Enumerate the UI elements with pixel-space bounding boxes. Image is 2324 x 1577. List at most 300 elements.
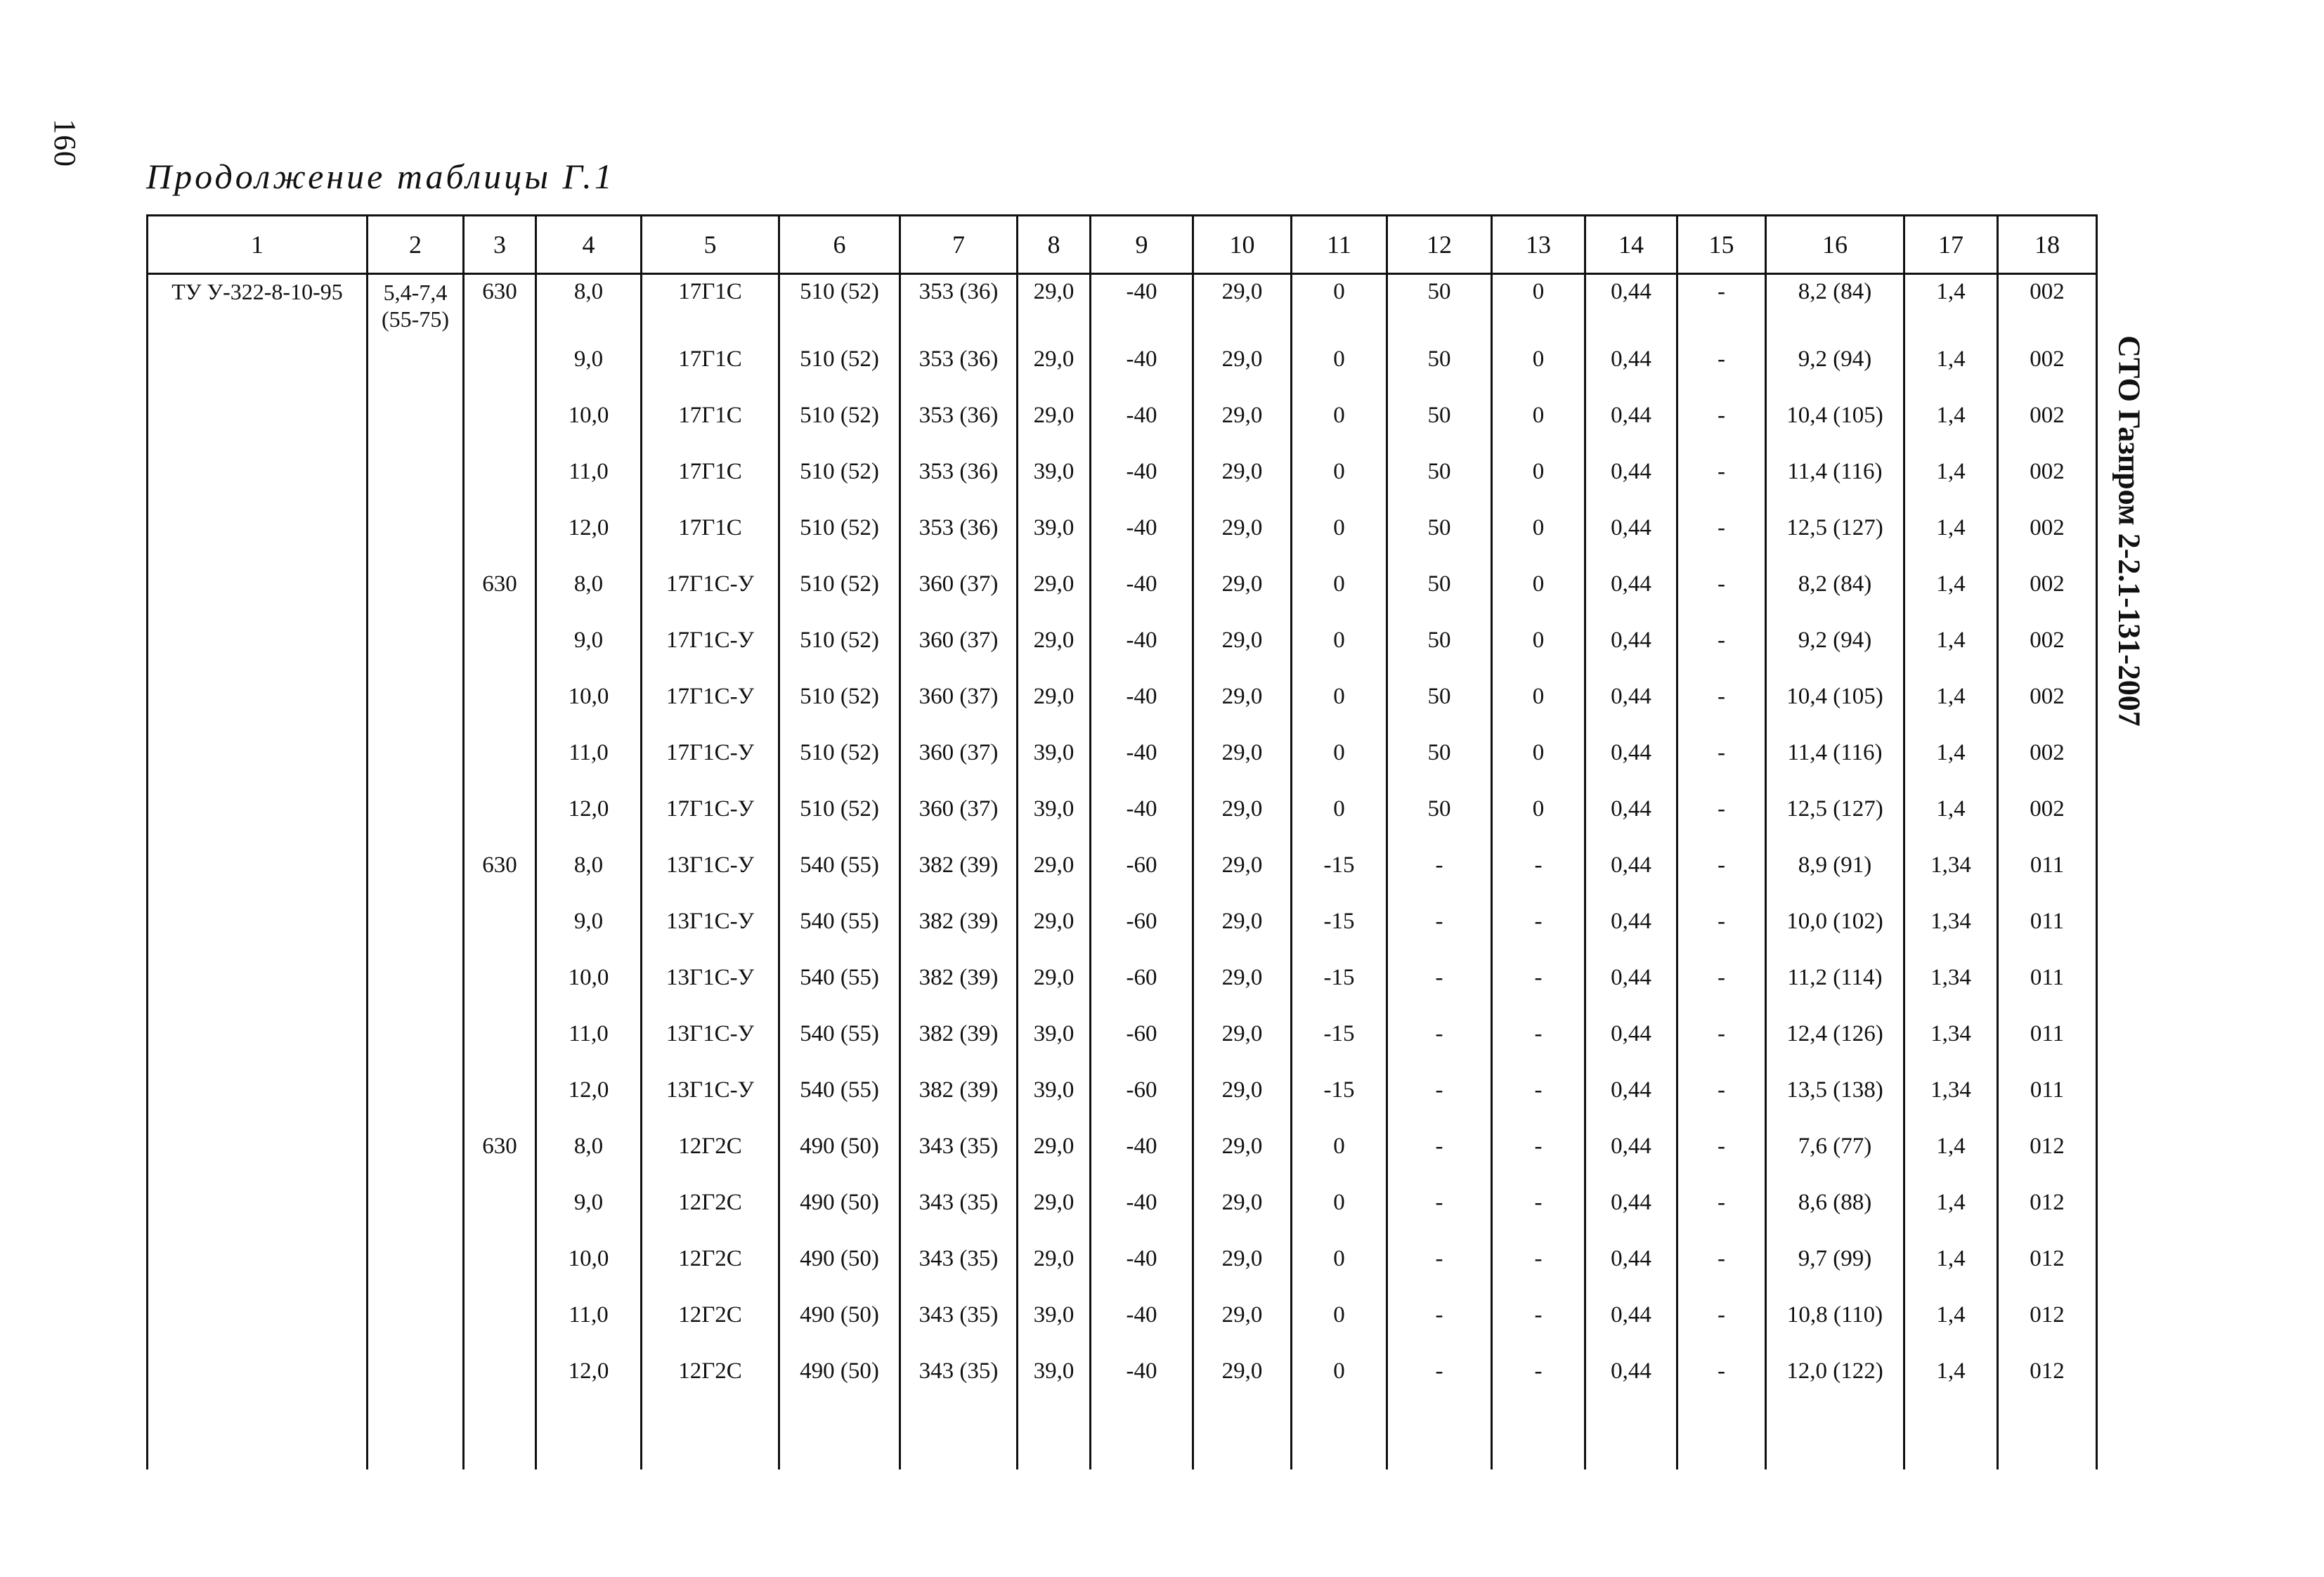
table-cell: 0 [1292, 1231, 1387, 1287]
table-cell: 0,44 [1585, 443, 1677, 500]
table-cell: 50 [1387, 500, 1492, 556]
table-cell: 0 [1492, 500, 1585, 556]
table-cell: 0,44 [1585, 837, 1677, 893]
table-cell: 510 (52) [779, 781, 900, 837]
table-cell: 510 (52) [779, 443, 900, 500]
table-cell: 8,0 [536, 274, 642, 332]
table-cell: 29,0 [1018, 1174, 1091, 1231]
table-cell: 510 (52) [779, 331, 900, 387]
table-cell: 39,0 [1018, 1006, 1091, 1062]
table-cell: 9,0 [536, 612, 642, 668]
table-cell: 39,0 [1018, 443, 1091, 500]
table-cell: 11,0 [536, 1287, 642, 1343]
table-cell: 17Г1С [642, 387, 779, 443]
table-cell: 1,4 [1904, 387, 1998, 443]
table-cell: 39,0 [1018, 725, 1091, 781]
table-cell: 10,0 [536, 949, 642, 1006]
table-cell: 0,44 [1585, 331, 1677, 387]
table-cell [779, 1399, 900, 1469]
table-cell: 29,0 [1018, 556, 1091, 612]
table-cell: 9,0 [536, 893, 642, 949]
table-cell: 0,44 [1585, 781, 1677, 837]
header-row [148, 216, 2097, 274]
table-cell: 13Г1С-У [642, 837, 779, 893]
table-cell: 0 [1292, 500, 1387, 556]
table-cell: 13Г1С-У [642, 949, 779, 1006]
table-cell: 353 (36) [900, 387, 1018, 443]
table-cell: 17Г1С-У [642, 781, 779, 837]
table-cell: 011 [1998, 1006, 2097, 1062]
table-cell: 0 [1492, 725, 1585, 781]
table-cell: 17Г1С-У [642, 725, 779, 781]
table-cell: 13,5 (138) [1766, 1062, 1904, 1118]
table-cell: 12,0 (122) [1766, 1343, 1904, 1399]
table-cell: 29,0 [1018, 1231, 1091, 1287]
column-header-11: 11 [1292, 216, 1387, 274]
table-cell: 002 [1998, 331, 2097, 387]
table-cell [1998, 1399, 2097, 1469]
table-cell: -40 [1091, 668, 1193, 725]
table-cell: 50 [1387, 612, 1492, 668]
table-cell: 29,0 [1018, 1118, 1091, 1174]
table-cell: 29,0 [1193, 837, 1292, 893]
table-cell: 7,6 (77) [1766, 1118, 1904, 1174]
column-header-13: 13 [1492, 216, 1585, 274]
table-cell: -60 [1091, 837, 1193, 893]
column-header-1: 1 [148, 216, 368, 274]
table-cell: - [1677, 1118, 1766, 1174]
table-cell: - [1677, 781, 1766, 837]
column-header-9: 9 [1091, 216, 1193, 274]
table-cell: 510 (52) [779, 387, 900, 443]
table-cell: 012 [1998, 1174, 2097, 1231]
table-cell: 353 (36) [900, 443, 1018, 500]
table-cell: 0 [1292, 1343, 1387, 1399]
table-cell: 29,0 [1193, 1062, 1292, 1118]
table-cell: - [1387, 1118, 1492, 1174]
table-cell: 1,4 [1904, 1343, 1998, 1399]
table-cell: - [1677, 1174, 1766, 1231]
table-cell: - [1677, 1006, 1766, 1062]
table-cell: 29,0 [1193, 781, 1292, 837]
table-cell: 0 [1492, 331, 1585, 387]
table-cell: 382 (39) [900, 949, 1018, 1006]
table-cell: - [1677, 274, 1766, 332]
table-cell: - [1387, 1287, 1492, 1343]
table-cell: 0 [1292, 387, 1387, 443]
table-cell: 1,34 [1904, 949, 1998, 1006]
table-cell: 510 (52) [779, 274, 900, 332]
table-cell: 12Г2С [642, 1174, 779, 1231]
table-cell: 29,0 [1193, 443, 1292, 500]
table-cell: 360 (37) [900, 556, 1018, 612]
table-cell: 11,0 [536, 725, 642, 781]
table-cell: 011 [1998, 1062, 2097, 1118]
table-cell: 0,44 [1585, 1118, 1677, 1174]
table-cell: 360 (37) [900, 668, 1018, 725]
table-cell: 29,0 [1018, 893, 1091, 949]
table-cell: - [1387, 1006, 1492, 1062]
table-cell: 0,44 [1585, 1174, 1677, 1231]
table-cell: 0,44 [1585, 274, 1677, 332]
table-cell: 8,6 (88) [1766, 1174, 1904, 1231]
table-cell: 29,0 [1018, 949, 1091, 1006]
table-cell [900, 1399, 1018, 1469]
table-cell [1387, 1399, 1492, 1469]
table-cell: 29,0 [1193, 387, 1292, 443]
table-cell: 10,0 [536, 668, 642, 725]
table-cell: 10,8 (110) [1766, 1287, 1904, 1343]
table-cell: 510 (52) [779, 500, 900, 556]
table-cell: 9,7 (99) [1766, 1231, 1904, 1287]
table-cell: 382 (39) [900, 1062, 1018, 1118]
table-cell: 1,34 [1904, 837, 1998, 893]
table-cell: 490 (50) [779, 1174, 900, 1231]
table-cell [464, 1231, 536, 1287]
table-cell: 12Г2С [642, 1231, 779, 1287]
table-cell [464, 1174, 536, 1231]
table-cell: 17Г1С [642, 500, 779, 556]
column-header-15: 15 [1677, 216, 1766, 274]
table-cell: - [1387, 1231, 1492, 1287]
table-cell: 39,0 [1018, 1343, 1091, 1399]
table-cell [464, 725, 536, 781]
table-cell: 29,0 [1193, 1287, 1292, 1343]
table-cell: 1,34 [1904, 893, 1998, 949]
table-cell [464, 1062, 536, 1118]
table-cell: 13Г1С-У [642, 1062, 779, 1118]
table-cell: 011 [1998, 837, 2097, 893]
table-cell: 012 [1998, 1287, 2097, 1343]
table-cell: 1,4 [1904, 274, 1998, 332]
table-caption: Продолжение таблицы Г.1 [146, 157, 615, 196]
column-header-12: 12 [1387, 216, 1492, 274]
table-cell: 50 [1387, 556, 1492, 612]
table-cell: 10,4 (105) [1766, 668, 1904, 725]
table-cell: -15 [1292, 893, 1387, 949]
table-cell: - [1677, 1287, 1766, 1343]
table-cell: 12,0 [536, 1343, 642, 1399]
table-cell: - [1492, 1343, 1585, 1399]
table-cell [464, 443, 536, 500]
table-cell: 10,0 [536, 1231, 642, 1287]
table-cell: 0,44 [1585, 1062, 1677, 1118]
document-code: СТО Газпром 2-2.1-131-2007 [2112, 335, 2147, 727]
table-cell [1585, 1399, 1677, 1469]
table-cell [464, 1287, 536, 1343]
table-cell: 11,2 (114) [1766, 949, 1904, 1006]
table-cell: 29,0 [1018, 331, 1091, 387]
table-cell: 353 (36) [900, 274, 1018, 332]
table-cell: 0,44 [1585, 725, 1677, 781]
table-cell: -60 [1091, 949, 1193, 1006]
table-cell: 0 [1492, 274, 1585, 332]
table-cell: - [1677, 837, 1766, 893]
table-cell: 490 (50) [779, 1343, 900, 1399]
pressure-range-kgf: (55-75) [382, 306, 449, 332]
table-container [146, 214, 2098, 1469]
table-cell: 510 (52) [779, 725, 900, 781]
pressure-cell [368, 274, 464, 1470]
table-cell: 10,0 (102) [1766, 893, 1904, 949]
table-cell: 50 [1387, 725, 1492, 781]
table-cell: 002 [1998, 781, 2097, 837]
table-cell: 0 [1292, 274, 1387, 332]
table-cell: 50 [1387, 781, 1492, 837]
table-cell: 0 [1292, 1118, 1387, 1174]
table-cell: 510 (52) [779, 556, 900, 612]
table-cell: 10,0 [536, 387, 642, 443]
table-cell: - [1492, 1118, 1585, 1174]
table-cell: 002 [1998, 387, 2097, 443]
table-cell: 1,4 [1904, 556, 1998, 612]
column-header-17: 17 [1904, 216, 1998, 274]
table-cell: 002 [1998, 668, 2097, 725]
table-cell: 29,0 [1193, 556, 1292, 612]
table-cell: - [1677, 1343, 1766, 1399]
table-cell: - [1677, 1231, 1766, 1287]
table-cell: 011 [1998, 949, 2097, 1006]
table-cell: 0,44 [1585, 1006, 1677, 1062]
table-cell: - [1492, 949, 1585, 1006]
table-cell: 12,5 (127) [1766, 781, 1904, 837]
table-cell: 9,0 [536, 1174, 642, 1231]
table-cell: - [1677, 331, 1766, 387]
table-cell: 1,4 [1904, 781, 1998, 837]
table-cell [1492, 1399, 1585, 1469]
table-cell: 29,0 [1193, 1118, 1292, 1174]
table-cell: 12Г2С [642, 1343, 779, 1399]
table-cell: - [1492, 1287, 1585, 1343]
table-cell: 540 (55) [779, 893, 900, 949]
table-cell: 353 (36) [900, 331, 1018, 387]
table-cell: 11,4 (116) [1766, 443, 1904, 500]
table-cell [464, 1399, 536, 1469]
table-cell: 29,0 [1193, 500, 1292, 556]
table-cell: 39,0 [1018, 500, 1091, 556]
table-cell: - [1387, 1174, 1492, 1231]
table-cell: 630 [464, 556, 536, 612]
table-cell: 29,0 [1018, 668, 1091, 725]
table-cell: 0 [1292, 668, 1387, 725]
table-cell: 1,4 [1904, 1174, 1998, 1231]
table-cell: -40 [1091, 1343, 1193, 1399]
table-cell: 29,0 [1193, 893, 1292, 949]
table-cell: -40 [1091, 612, 1193, 668]
table-cell: 0 [1292, 331, 1387, 387]
table-cell: 39,0 [1018, 1062, 1091, 1118]
table-cell: 012 [1998, 1231, 2097, 1287]
table-cell: - [1677, 1062, 1766, 1118]
table-cell: -60 [1091, 1062, 1193, 1118]
table-cell: -40 [1091, 443, 1193, 500]
table-cell: 0 [1292, 443, 1387, 500]
table-cell: 002 [1998, 274, 2097, 332]
table-cell: 0 [1492, 443, 1585, 500]
table-cell: - [1677, 893, 1766, 949]
table-cell: 1,4 [1904, 331, 1998, 387]
table-cell: 29,0 [1193, 612, 1292, 668]
table-cell: -40 [1091, 1231, 1193, 1287]
table-cell: 490 (50) [779, 1231, 900, 1287]
table-cell: 11,0 [536, 1006, 642, 1062]
table-cell: 0,44 [1585, 556, 1677, 612]
pressure-range: 5,4-7,4 [383, 280, 448, 305]
table-cell: 0 [1292, 1287, 1387, 1343]
table-cell: 39,0 [1018, 1287, 1091, 1343]
table-row [148, 274, 2097, 332]
table-cell: 1,4 [1904, 725, 1998, 781]
table-cell: -15 [1292, 1006, 1387, 1062]
column-header-5: 5 [642, 216, 779, 274]
table-cell: 490 (50) [779, 1287, 900, 1343]
table-cell: 540 (55) [779, 1006, 900, 1062]
table-cell: 39,0 [1018, 781, 1091, 837]
table-cell: 012 [1998, 1118, 2097, 1174]
table-cell: 012 [1998, 1343, 2097, 1399]
table-cell: 50 [1387, 387, 1492, 443]
table-cell [1018, 1399, 1091, 1469]
table-cell [1292, 1399, 1387, 1469]
table-cell: - [1387, 1062, 1492, 1118]
table-body [148, 274, 2097, 1470]
table-cell: 50 [1387, 274, 1492, 332]
table-cell: 540 (55) [779, 837, 900, 893]
table-cell: 002 [1998, 725, 2097, 781]
table-cell: - [1677, 443, 1766, 500]
table-cell: 343 (35) [900, 1231, 1018, 1287]
table-cell: 1,4 [1904, 668, 1998, 725]
table-cell: -40 [1091, 274, 1193, 332]
table-cell: 29,0 [1018, 274, 1091, 332]
table-cell: - [1387, 893, 1492, 949]
table-cell: 17Г1С-У [642, 556, 779, 612]
table-cell: - [1677, 387, 1766, 443]
table-cell: 0 [1492, 612, 1585, 668]
table-cell: 0,44 [1585, 500, 1677, 556]
table-cell: -40 [1091, 500, 1193, 556]
table-cell: - [1677, 612, 1766, 668]
table-cell: - [1387, 949, 1492, 1006]
table-cell: 12,0 [536, 500, 642, 556]
table-cell: 13Г1С-У [642, 893, 779, 949]
table-cell: 382 (39) [900, 1006, 1018, 1062]
table-cell: -15 [1292, 949, 1387, 1006]
table-cell: 0,44 [1585, 1231, 1677, 1287]
table-cell: 17Г1С [642, 443, 779, 500]
table-cell: 343 (35) [900, 1287, 1018, 1343]
table-cell: 630 [464, 1118, 536, 1174]
table-cell: 8,0 [536, 556, 642, 612]
table-cell: - [1492, 893, 1585, 949]
table-cell: 1,34 [1904, 1006, 1998, 1062]
table-cell: 002 [1998, 556, 2097, 612]
table-cell [464, 331, 536, 387]
table-cell: 9,2 (94) [1766, 331, 1904, 387]
table-cell: 0,44 [1585, 668, 1677, 725]
table-cell: 12,0 [536, 1062, 642, 1118]
table-cell: 510 (52) [779, 668, 900, 725]
pipe-specification-table [146, 214, 2098, 1469]
table-cell: 29,0 [1018, 612, 1091, 668]
table-cell [1091, 1399, 1193, 1469]
table-cell: 1,4 [1904, 443, 1998, 500]
table-cell: - [1492, 1006, 1585, 1062]
table-cell: 343 (35) [900, 1174, 1018, 1231]
table-cell: 382 (39) [900, 893, 1018, 949]
table-cell: 1,4 [1904, 1287, 1998, 1343]
table-cell: 630 [464, 274, 536, 332]
table-cell: -60 [1091, 1006, 1193, 1062]
page-number: 160 [48, 119, 82, 167]
table-cell: 29,0 [1018, 837, 1091, 893]
table-cell: 8,0 [536, 837, 642, 893]
table-cell: 17Г1С-У [642, 668, 779, 725]
table-cell: 0 [1492, 387, 1585, 443]
table-cell: 0,44 [1585, 949, 1677, 1006]
table-cell: - [1677, 725, 1766, 781]
table-cell: 29,0 [1193, 331, 1292, 387]
table-cell: 0 [1292, 612, 1387, 668]
table-cell: 1,4 [1904, 612, 1998, 668]
table-cell: 9,0 [536, 331, 642, 387]
table-cell [464, 1343, 536, 1399]
tu-cell: ТУ У-322-8-10-95 [148, 274, 368, 1470]
table-cell: 343 (35) [900, 1343, 1018, 1399]
table-cell: 540 (55) [779, 949, 900, 1006]
table-cell: - [1492, 1231, 1585, 1287]
table-cell: 360 (37) [900, 781, 1018, 837]
table-cell: 1,4 [1904, 500, 1998, 556]
table-cell [642, 1399, 779, 1469]
table-cell: - [1677, 500, 1766, 556]
table-cell: 8,2 (84) [1766, 274, 1904, 332]
table-cell: 29,0 [1193, 1343, 1292, 1399]
table-cell: 17Г1С [642, 274, 779, 332]
table-cell [464, 893, 536, 949]
table-cell: 0 [1492, 781, 1585, 837]
table-cell: 13Г1С-У [642, 1006, 779, 1062]
table-cell: -40 [1091, 1118, 1193, 1174]
table-cell: 12,5 (127) [1766, 500, 1904, 556]
table-cell [464, 949, 536, 1006]
table-cell: 0,44 [1585, 1287, 1677, 1343]
table-cell [1677, 1399, 1766, 1469]
table-cell: 12,4 (126) [1766, 1006, 1904, 1062]
table-cell: 29,0 [1193, 725, 1292, 781]
table-cell: 9,2 (94) [1766, 612, 1904, 668]
table-cell [1193, 1399, 1292, 1469]
table-cell: 510 (52) [779, 612, 900, 668]
table-cell: 11,4 (116) [1766, 725, 1904, 781]
column-header-4: 4 [536, 216, 642, 274]
table-cell: 50 [1387, 668, 1492, 725]
table-cell: 490 (50) [779, 1118, 900, 1174]
column-header-7: 7 [900, 216, 1018, 274]
table-cell: -40 [1091, 1287, 1193, 1343]
table-cell [464, 500, 536, 556]
table-cell: 540 (55) [779, 1062, 900, 1118]
table-cell [464, 387, 536, 443]
table-cell: 29,0 [1193, 949, 1292, 1006]
table-cell: 002 [1998, 443, 2097, 500]
table-cell: 0 [1292, 725, 1387, 781]
table-cell: 29,0 [1193, 668, 1292, 725]
table-cell: 382 (39) [900, 837, 1018, 893]
table-cell: 29,0 [1193, 1231, 1292, 1287]
table-cell: 50 [1387, 331, 1492, 387]
table-cell: 0,44 [1585, 612, 1677, 668]
